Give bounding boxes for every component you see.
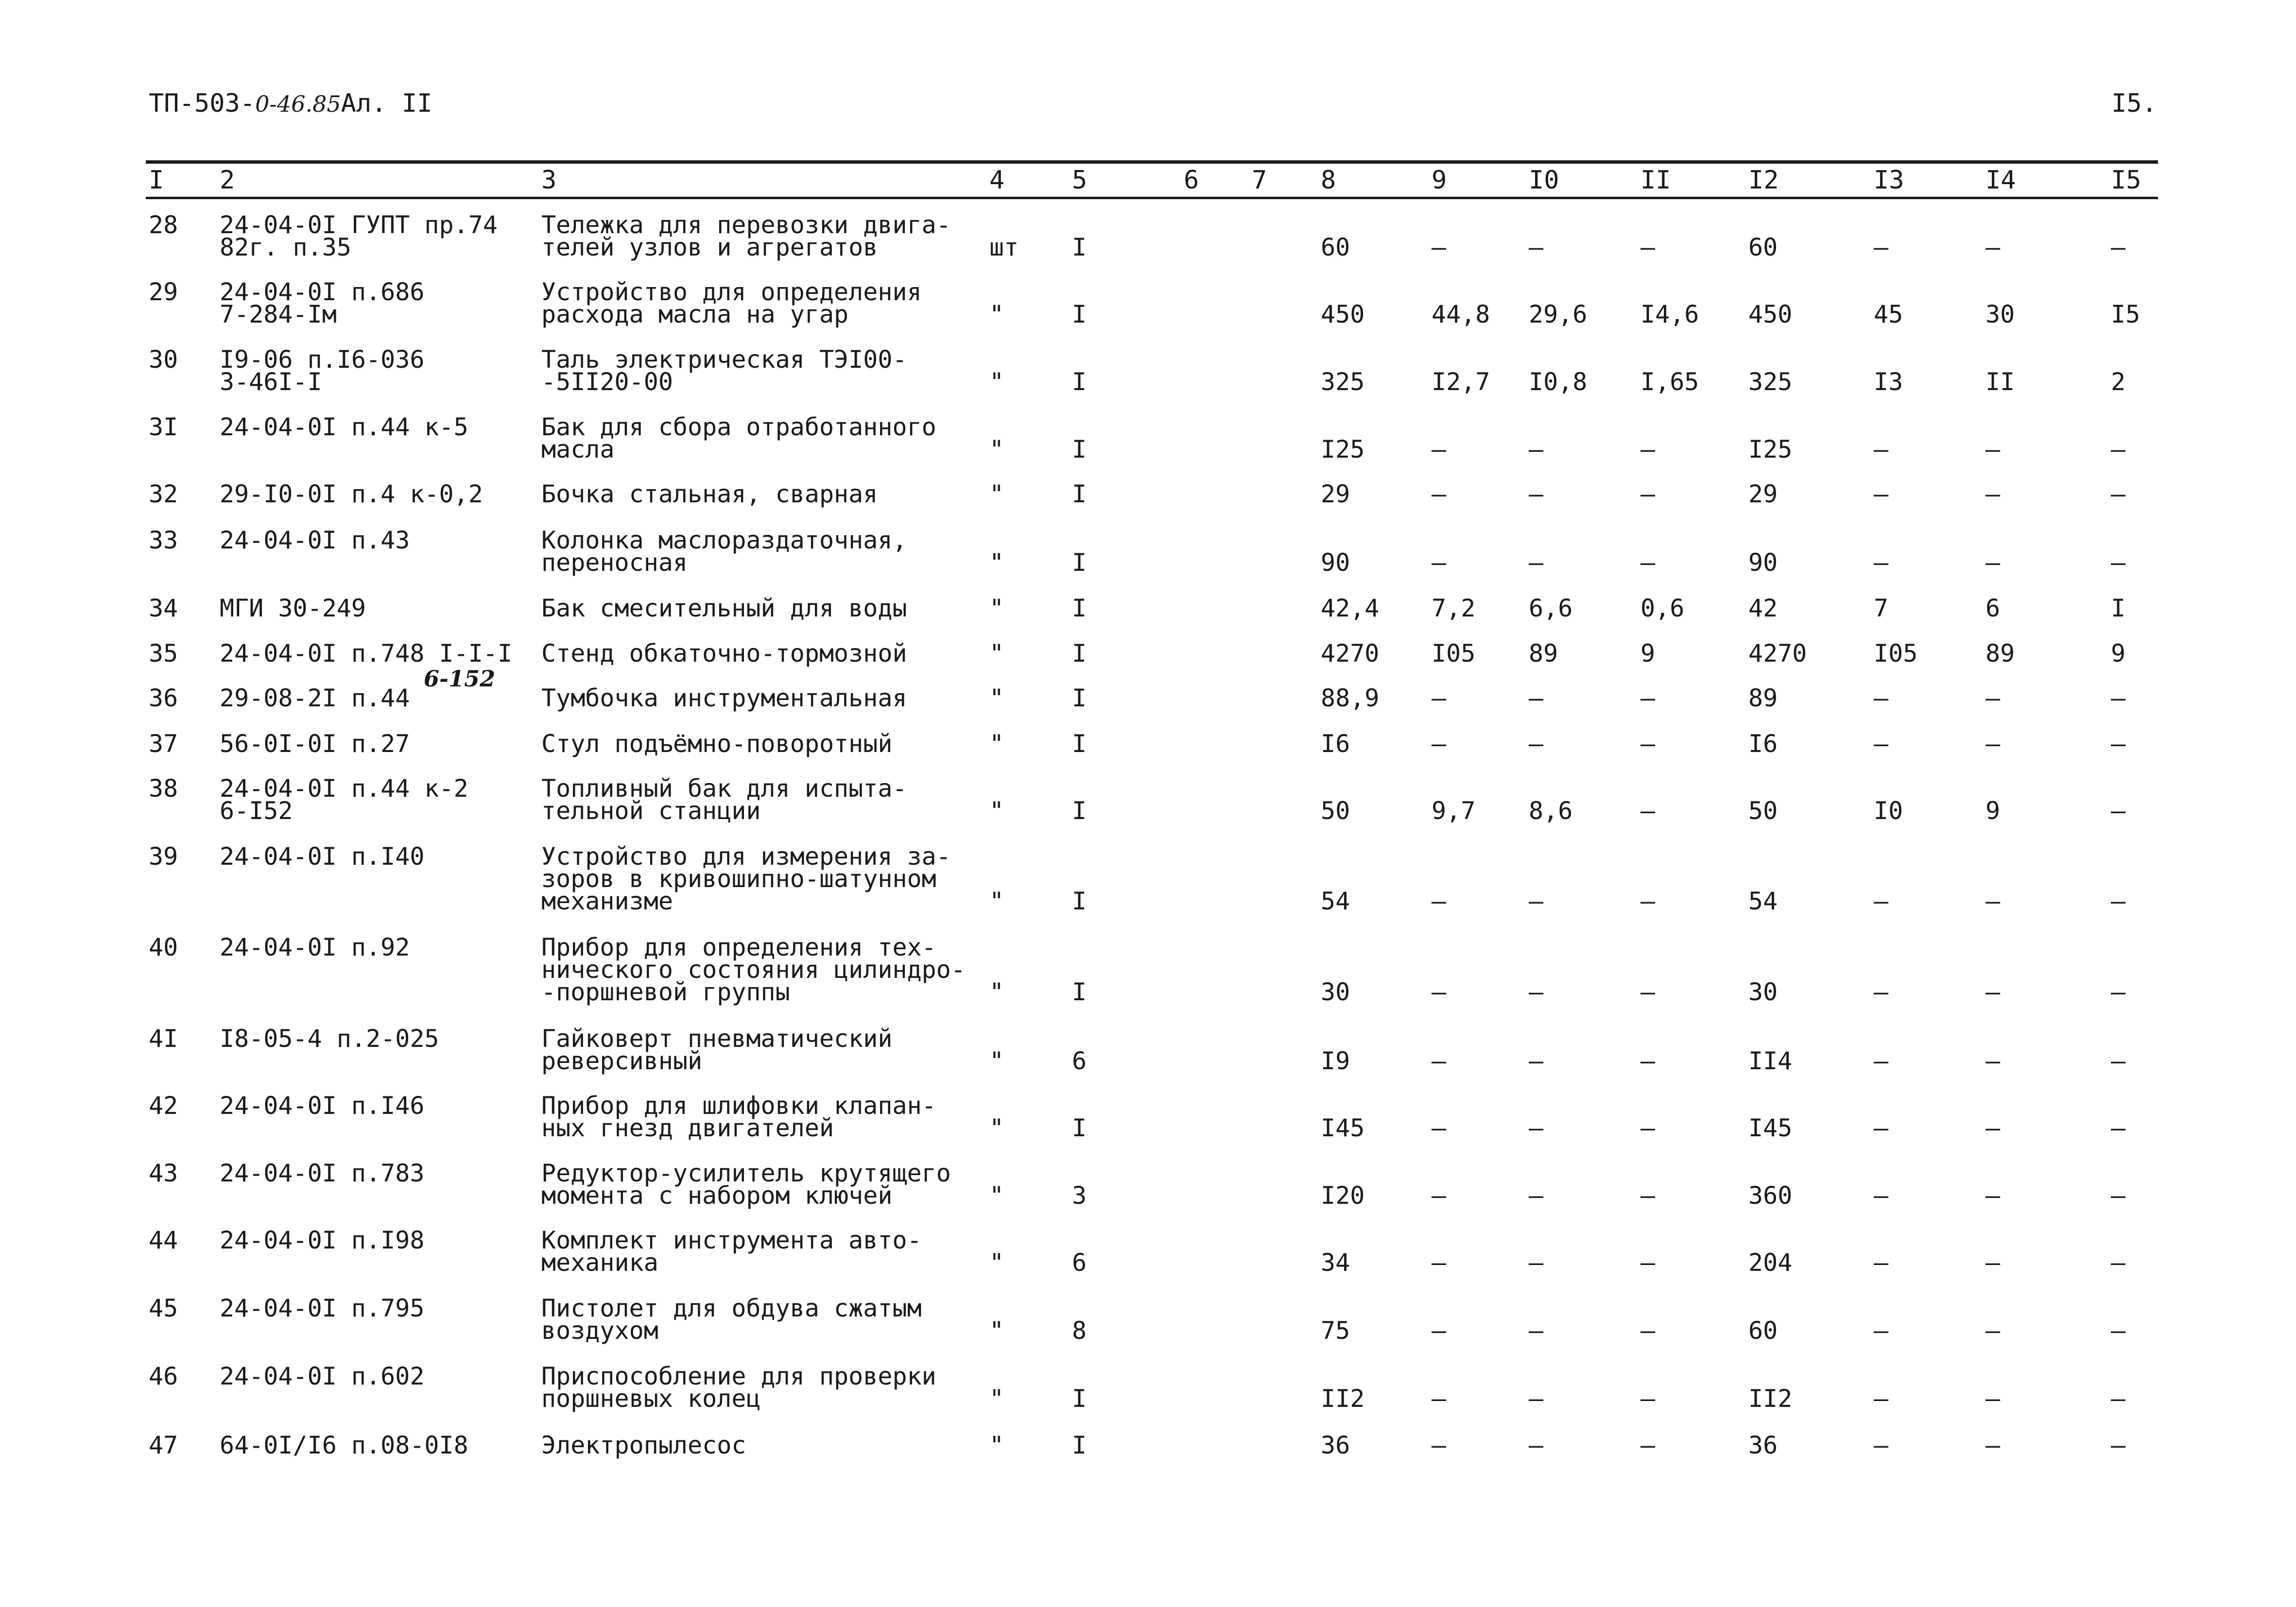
table-cell-c14: – [1985, 1316, 2001, 1345]
table-cell-c15: – [2111, 978, 2126, 1006]
table-cell-qty: I [1072, 1431, 1087, 1459]
table-cell-c13: – [1874, 684, 1889, 712]
table-cell-c13: – [1874, 233, 1889, 261]
table-cell-c10: – [1529, 1431, 1544, 1459]
table-cell-code: 24-04-0I п.795 [220, 1294, 425, 1322]
table-cell-unit: " [989, 300, 1004, 328]
table-cell-c14: – [1985, 978, 2001, 1006]
table-cell-unit: " [989, 684, 1004, 712]
table-cell-c12: 54 [1748, 887, 1778, 915]
table-cell-c15: – [2111, 887, 2126, 915]
table-cell-c8: I20 [1321, 1181, 1365, 1210]
table-cell-qty: I [1072, 435, 1087, 463]
table-cell-unit: " [989, 797, 1004, 825]
table-cell-c8: 88,9 [1321, 684, 1380, 712]
table-cell-c12: 360 [1748, 1181, 1793, 1210]
column-header: 5 [1072, 166, 1088, 195]
table-cell-no: 34 [149, 594, 178, 622]
table-cell-c10: – [1529, 887, 1544, 915]
table-cell-unit: " [989, 368, 1004, 396]
table-cell-c11: – [1640, 887, 1656, 915]
table-cell-no: 37 [149, 730, 178, 758]
table-cell-c11: – [1640, 1316, 1656, 1345]
table-cell-unit: " [989, 1316, 1004, 1345]
table-cell-c9: – [1432, 1385, 1447, 1413]
table-cell-c9: – [1432, 730, 1447, 758]
table-cell-qty: 3 [1072, 1181, 1087, 1210]
table-cell-c10: – [1529, 684, 1544, 712]
table-cell-c11: I,65 [1640, 368, 1699, 396]
column-header: 2 [220, 166, 235, 195]
table-cell-c14: 9 [1985, 797, 2001, 825]
table-cell-code: МГИ 30-249 [220, 594, 366, 622]
table-cell-c14: – [1985, 684, 2001, 712]
column-header: I5 [2111, 166, 2141, 195]
table-cell-c9: 44,8 [1432, 300, 1490, 328]
table-cell-c15: I5 [2111, 300, 2141, 328]
table-cell-c8: 60 [1321, 233, 1350, 261]
table-cell-qty: I [1072, 1385, 1087, 1413]
table-cell-c8: 75 [1321, 1316, 1350, 1345]
table-cell-unit: " [989, 1385, 1004, 1413]
table-cell-c11: – [1640, 435, 1656, 463]
table-cell-c13: – [1874, 1114, 1889, 1142]
table-cell-c15: – [2111, 435, 2126, 463]
table-cell-c10: 29,6 [1529, 300, 1588, 328]
table-cell-c10: – [1529, 1181, 1544, 1210]
table-cell-unit: " [989, 639, 1004, 667]
table-cell-c8: I9 [1321, 1047, 1350, 1075]
column-header: I0 [1529, 166, 1559, 195]
table-cell-c8: 4270 [1321, 639, 1380, 667]
table-cell-c11: – [1640, 1047, 1656, 1075]
table-cell-c12: 450 [1748, 300, 1793, 328]
table-cell-c8: 450 [1321, 300, 1365, 328]
table-cell-c15: – [2111, 1431, 2126, 1459]
table-cell-c11: – [1640, 978, 1656, 1006]
table-cell-qty: I [1072, 639, 1087, 667]
table-cell-c8: 50 [1321, 797, 1350, 825]
table-cell-qty: I [1072, 233, 1087, 261]
table-cell-c10: 89 [1529, 639, 1558, 667]
table-cell-c8: 36 [1321, 1431, 1350, 1459]
table-cell-c9: 7,2 [1432, 594, 1476, 622]
table-cell-c14: – [1985, 887, 2001, 915]
table-cell-c11: – [1640, 1385, 1656, 1413]
table-cell-c10: – [1529, 548, 1544, 577]
table-cell-c9: 9,7 [1432, 797, 1476, 825]
table-cell-code: 29-I0-0I п.4 к-0,2 [220, 480, 483, 508]
table-cell-c12: I6 [1748, 730, 1778, 758]
table-cell-c14: – [1985, 1181, 2001, 1210]
table-cell-c15: 9 [2111, 639, 2126, 667]
table-cell-c13: – [1874, 1385, 1889, 1413]
table-cell-c11: – [1640, 233, 1656, 261]
table-cell-c14: – [1985, 435, 2001, 463]
table-cell-c13: I0 [1874, 797, 1903, 825]
table-cell-no: 33 [149, 526, 178, 554]
table-cell-code: I8-05-4 п.2-025 [220, 1025, 439, 1053]
table-cell-c14: – [1985, 1114, 2001, 1142]
table-cell-no: 43 [149, 1159, 178, 1187]
table-cell-c9: – [1432, 480, 1447, 508]
table-cell-c9: – [1432, 978, 1447, 1006]
table-cell-c9: – [1432, 1047, 1447, 1075]
table-cell-code: 24-04-0I п.44 к-5 [220, 413, 468, 441]
table-cell-unit: " [989, 978, 1004, 1006]
table-cell-c9: I2,7 [1432, 368, 1490, 396]
table-cell-no: 28 [149, 211, 178, 239]
table-cell-no: 32 [149, 480, 178, 508]
table-cell-unit: " [989, 730, 1004, 758]
table-cell-c14: – [1985, 1431, 2001, 1459]
table-cell-no: 46 [149, 1362, 178, 1390]
table-cell-code: 24-04-0I п.I46 [220, 1092, 425, 1120]
table-cell-c11: – [1640, 1431, 1656, 1459]
table-cell-c13: – [1874, 978, 1889, 1006]
column-header: I [149, 166, 164, 195]
table-cell-c14: – [1985, 233, 2001, 261]
page-number: I5. [2111, 89, 2157, 118]
table-cell-name: Комплект инструмента авто- механика [541, 1226, 922, 1277]
table-cell-code: 56-0I-0I п.27 [220, 730, 410, 758]
table-cell-unit: " [989, 1047, 1004, 1075]
table-cell-code: I9-06 п.I6-036 3-46I-I [220, 345, 425, 396]
table-cell-qty: I [1072, 887, 1087, 915]
handwritten-note: 6-152 [424, 666, 496, 692]
table-cell-c10: – [1529, 1114, 1544, 1142]
table-cell-c15: – [2111, 1181, 2126, 1210]
table-cell-c13: – [1874, 1047, 1889, 1075]
table-cell-c13: 7 [1874, 594, 1889, 622]
table-cell-no: 45 [149, 1294, 178, 1322]
table-cell-c13: – [1874, 435, 1889, 463]
table-cell-c9: – [1432, 1248, 1447, 1277]
table-cell-c10: – [1529, 233, 1544, 261]
column-header: 7 [1252, 166, 1267, 195]
table-cell-c11: 0,6 [1640, 594, 1685, 622]
table-cell-qty: I [1072, 730, 1087, 758]
table-cell-code: 24-04-0I п.43 [220, 526, 410, 554]
table-cell-c8: II2 [1321, 1385, 1365, 1413]
table-cell-name: Бак для сбора отработанного масла [541, 413, 936, 463]
table-cell-c13: – [1874, 1181, 1889, 1210]
table-cell-c11: – [1640, 1181, 1656, 1210]
table-cell-code: 24-04-0I п.92 [220, 933, 410, 961]
table-cell-c11: – [1640, 480, 1656, 508]
table-cell-qty: I [1072, 978, 1087, 1006]
table-cell-c14: – [1985, 730, 2001, 758]
table-cell-name: Прибор для шлифовки клапан- ных гнезд двигателей [541, 1092, 936, 1142]
table-cell-c14: – [1985, 1248, 2001, 1277]
table-cell-no: 3I [149, 413, 178, 441]
doc-code-suffix: Ал. II [341, 89, 432, 118]
table-cell-c11: – [1640, 1114, 1656, 1142]
table-cell-c13: I05 [1874, 639, 1918, 667]
table-cell-c9: – [1432, 1431, 1447, 1459]
table-cell-c8: I6 [1321, 730, 1350, 758]
table-cell-c14: 6 [1985, 594, 2001, 622]
table-cell-c13: – [1874, 1248, 1889, 1277]
table-cell-name: Устройство для определения расхода масла на угар [541, 278, 922, 328]
table-cell-c11: 9 [1640, 639, 1656, 667]
table-cell-c8: I45 [1321, 1114, 1365, 1142]
column-header: I3 [1874, 166, 1904, 195]
column-header: 8 [1321, 166, 1336, 195]
table-cell-c15: – [2111, 1114, 2126, 1142]
table-cell-c11: – [1640, 730, 1656, 758]
table-cell-c12: 50 [1748, 797, 1778, 825]
table-cell-name: Гайковерт пневматический реверсивный [541, 1025, 893, 1075]
table-cell-c14: – [1985, 480, 2001, 508]
table-cell-c12: 325 [1748, 368, 1793, 396]
table-cell-c13: – [1874, 548, 1889, 577]
table-cell-no: 30 [149, 345, 178, 374]
table-cell-c10: – [1529, 1385, 1544, 1413]
table-cell-c8: 29 [1321, 480, 1350, 508]
table-cell-c14: 30 [1985, 300, 2015, 328]
column-header: 3 [541, 166, 557, 195]
table-cell-c15: – [2111, 1385, 2126, 1413]
table-cell-qty: I [1072, 594, 1087, 622]
table-cell-c15: – [2111, 1248, 2126, 1277]
table-cell-c12: 30 [1748, 978, 1778, 1006]
table-cell-name: Тумбочка инструментальная [541, 684, 907, 712]
table-cell-c15: – [2111, 684, 2126, 712]
table-cell-unit: " [989, 1114, 1004, 1142]
table-cell-c13: – [1874, 1431, 1889, 1459]
table-cell-unit: " [989, 887, 1004, 915]
table-cell-c14: II [1985, 368, 2015, 396]
table-cell-c9: – [1432, 548, 1447, 577]
table-cell-name: Тележка для перевозки двига- телей узлов и агрегатов [541, 211, 951, 261]
table-cell-c9: – [1432, 1181, 1447, 1210]
table-cell-name: Бак смесительный для воды [541, 594, 907, 622]
table-cell-c12: 60 [1748, 1316, 1778, 1345]
table-cell-code: 64-0I/I6 п.08-0I8 [220, 1431, 468, 1459]
column-header: 4 [989, 166, 1005, 195]
table-cell-unit: " [989, 480, 1004, 508]
table-cell-code: 24-04-0I п.748 I-I-I [220, 639, 513, 667]
table-cell-c15: – [2111, 480, 2126, 508]
table-cell-c11: – [1640, 684, 1656, 712]
table-cell-c10: I0,8 [1529, 368, 1588, 396]
table-cell-c15: – [2111, 797, 2126, 825]
table-cell-qty: I [1072, 480, 1087, 508]
table-cell-c9: – [1432, 435, 1447, 463]
table-cell-qty: I [1072, 797, 1087, 825]
table-cell-c9: I05 [1432, 639, 1476, 667]
table-cell-no: 38 [149, 774, 178, 803]
table-cell-qty: I [1072, 300, 1087, 328]
table-cell-c12: II4 [1748, 1047, 1793, 1075]
table-cell-c9: – [1432, 887, 1447, 915]
table-cell-c10: – [1529, 480, 1544, 508]
table-cell-c14: – [1985, 548, 2001, 577]
table-cell-c12: 4270 [1748, 639, 1807, 667]
table-cell-c10: – [1529, 1248, 1544, 1277]
table-cell-code: 24-04-0I п.602 [220, 1362, 425, 1390]
table-cell-code: 24-04-0I п.44 к-2 6-I52 [220, 774, 468, 825]
table-cell-c10: – [1529, 435, 1544, 463]
table-cell-c15: – [2111, 1047, 2126, 1075]
table-cell-c14: – [1985, 1047, 2001, 1075]
table-cell-c8: 42,4 [1321, 594, 1380, 622]
table-cell-unit: " [989, 435, 1004, 463]
table-cell-c11: – [1640, 1248, 1656, 1277]
table-cell-c12: 89 [1748, 684, 1778, 712]
table-cell-unit: " [989, 1431, 1004, 1459]
table-cell-c12: 36 [1748, 1431, 1778, 1459]
table-cell-code: 24-04-0I п.686 7-284-Iм [220, 278, 425, 328]
table-cell-name: Прибор для определения тех- нического состояния цилиндро- -поршневой группы [541, 933, 966, 1006]
table-cell-no: 47 [149, 1431, 178, 1459]
table-cell-c12: I25 [1748, 435, 1793, 463]
column-header: I2 [1748, 166, 1779, 195]
table-cell-c15: – [2111, 730, 2126, 758]
table-cell-c12: 90 [1748, 548, 1778, 577]
table-cell-unit: " [989, 1181, 1004, 1210]
table-cell-c14: 89 [1985, 639, 2015, 667]
table-cell-name: Пистолет для обдува сжатым воздухом [541, 1294, 922, 1345]
table-cell-qty: I [1072, 548, 1087, 577]
doc-code-printed: ТП-503- [149, 89, 256, 118]
table-cell-c12: 60 [1748, 233, 1778, 261]
table-cell-unit: " [989, 548, 1004, 577]
table-cell-c15: – [2111, 548, 2126, 577]
table-cell-c12: 204 [1748, 1248, 1793, 1277]
table-cell-c10: – [1529, 978, 1544, 1006]
table-cell-no: 44 [149, 1226, 178, 1254]
table-cell-c12: I45 [1748, 1114, 1793, 1142]
table-cell-c10: – [1529, 730, 1544, 758]
header-rule-bottom [146, 197, 2158, 199]
table-cell-c8: 90 [1321, 548, 1350, 577]
header-rule-top [146, 160, 2158, 164]
table-cell-c14: – [1985, 1385, 2001, 1413]
column-header: I4 [1985, 166, 2016, 195]
table-cell-c11: – [1640, 548, 1656, 577]
table-cell-c10: – [1529, 1047, 1544, 1075]
table-cell-c13: – [1874, 1316, 1889, 1345]
table-cell-c13: – [1874, 480, 1889, 508]
table-cell-c15: 2 [2111, 368, 2126, 396]
table-cell-qty: I [1072, 1114, 1087, 1142]
table-cell-no: 35 [149, 639, 178, 667]
table-cell-c12: 42 [1748, 594, 1778, 622]
table-cell-c9: – [1432, 233, 1447, 261]
table-cell-unit: " [989, 1248, 1004, 1277]
column-header: II [1640, 166, 1671, 195]
table-cell-c10: 8,6 [1529, 797, 1573, 825]
table-cell-c13: I3 [1874, 368, 1903, 396]
table-cell-name: Устройство для измерения за- зоров в кривошипно-шатунном механизме [541, 842, 951, 915]
table-cell-c15: – [2111, 233, 2126, 261]
table-cell-no: 36 [149, 684, 178, 712]
table-cell-c9: – [1432, 684, 1447, 712]
table-cell-no: 4I [149, 1025, 178, 1053]
table-cell-no: 39 [149, 842, 178, 871]
table-cell-name: Приспособление для проверки поршневых колец [541, 1362, 936, 1413]
table-cell-c11: I4,6 [1640, 300, 1699, 328]
table-cell-qty: I [1072, 684, 1087, 712]
table-cell-c15: – [2111, 1316, 2126, 1345]
table-cell-name: Стул подъёмно-поворотный [541, 730, 893, 758]
table-cell-c8: I25 [1321, 435, 1365, 463]
table-cell-code: 24-04-0I п.783 [220, 1159, 425, 1187]
table-cell-name: Топливный бак для испыта- тельной станции [541, 774, 907, 825]
table-cell-c13: 45 [1874, 300, 1903, 328]
table-cell-no: 42 [149, 1092, 178, 1120]
table-cell-c9: – [1432, 1114, 1447, 1142]
table-cell-name: Редуктор-усилитель крутящего момента с набором ключей [541, 1159, 951, 1210]
table-cell-c13: – [1874, 730, 1889, 758]
table-cell-c8: 34 [1321, 1248, 1350, 1277]
table-cell-name: Электропылесос [541, 1431, 746, 1459]
table-cell-c8: 325 [1321, 368, 1365, 396]
table-cell-code: 24-04-0I ГУПТ пр.74 82г. п.35 [220, 211, 498, 261]
table-cell-c10: 6,6 [1529, 594, 1573, 622]
table-cell-c9: – [1432, 1316, 1447, 1345]
table-cell-no: 40 [149, 933, 178, 961]
table-cell-c8: 54 [1321, 887, 1350, 915]
table-cell-c12: 29 [1748, 480, 1778, 508]
table-cell-code: 24-04-0I п.I98 [220, 1226, 425, 1254]
table-cell-code: 24-04-0I п.I40 [220, 842, 425, 871]
table-cell-name: Бочка стальная, сварная [541, 480, 878, 508]
table-cell-c15: I [2111, 594, 2126, 622]
column-header: 9 [1432, 166, 1447, 195]
table-cell-c10: – [1529, 1316, 1544, 1345]
table-cell-qty: 6 [1072, 1047, 1087, 1075]
table-cell-qty: 8 [1072, 1316, 1087, 1345]
table-cell-c11: – [1640, 797, 1656, 825]
document-code [149, 89, 432, 118]
table-cell-name: Колонка маслораздаточная, переносная [541, 526, 907, 577]
table-cell-no: 29 [149, 278, 178, 306]
table-cell-c8: 30 [1321, 978, 1350, 1006]
table-cell-unit: шт [989, 233, 1019, 261]
table-cell-unit: " [989, 594, 1004, 622]
table-cell-c13: – [1874, 887, 1889, 915]
table-cell-name: Таль электрическая ТЭI00- -5II20-00 [541, 345, 907, 396]
table-cell-name: Стенд обкаточно-тормозной [541, 639, 907, 667]
table-cell-qty: 6 [1072, 1248, 1087, 1277]
table-cell-c12: II2 [1748, 1385, 1793, 1413]
table-cell-qty: I [1072, 368, 1087, 396]
doc-code-handwritten: 0-46.85 [255, 91, 341, 117]
column-header: 6 [1184, 166, 1199, 195]
table-cell-code: 29-08-2I п.44 [220, 684, 410, 712]
